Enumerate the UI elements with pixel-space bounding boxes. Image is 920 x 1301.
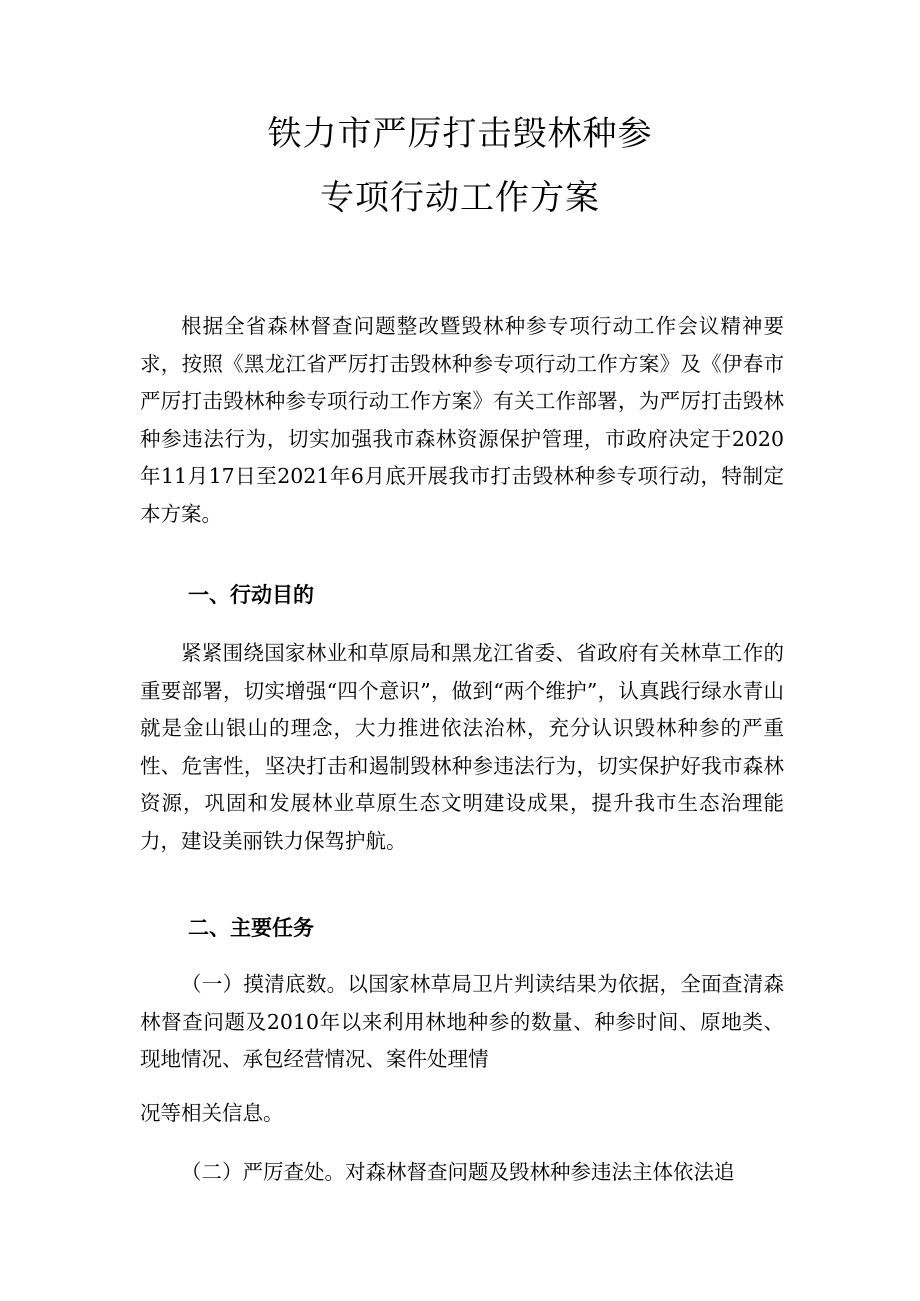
section-2-item-1: （一）摸清底数。以国家林草局卫片判读结果为依据，全面查清森林督查问题及2010年以来利用林地种参的数量、种参时间、原地类、现地情况、承包经营情况、案件处理情 [140, 972, 784, 1071]
section-2-heading: 二、主要任务 [188, 916, 314, 940]
section-2-item-2: （二）严厉查处。对森林督查问题及毁林种参违法主体依法追 [181, 1160, 735, 1184]
section-2-item-1-continuation: 况等相关信息。 [140, 1101, 284, 1125]
document-title-line-1: 铁力市严厉打击毁林种参 [267, 114, 653, 154]
document-title-line-2: 专项行动工作方案 [320, 178, 600, 218]
section-1-heading: 一、行动目的 [188, 583, 314, 607]
intro-paragraph: 根据全省森林督查问题整改暨毁林种参专项行动工作会议精神要求，按照《黑龙江省严厉打击毁林种参专项行动工作方案》及《伊春市严厉打击毁林种参专项行动工作方案》有关工作部署，为严厉打击毁林种参违法行为，切实加强我市森林资源保护管理，市政府决定于2020年11月17日至2021年6月底开展我市打击毁林种参专项行动，特制定本方案。 [140, 314, 784, 526]
section-1-body: 紧紧围绕国家林业和草原局和黑龙江省委、省政府有关林草工作的重要部署，切实增强“四个意识”，做到“两个维护”，认真践行绿水青山就是金山银山的理念，大力推进依法治林，充分认识毁林种参的严重性、危害性，坚决打击和遏制毁林种参违法行为，切实保护好我市森林资源，巩固和发展林业草原生态文明建设成果，提升我市生态治理能力，建设美丽铁力保驾护航。 [140, 641, 784, 853]
